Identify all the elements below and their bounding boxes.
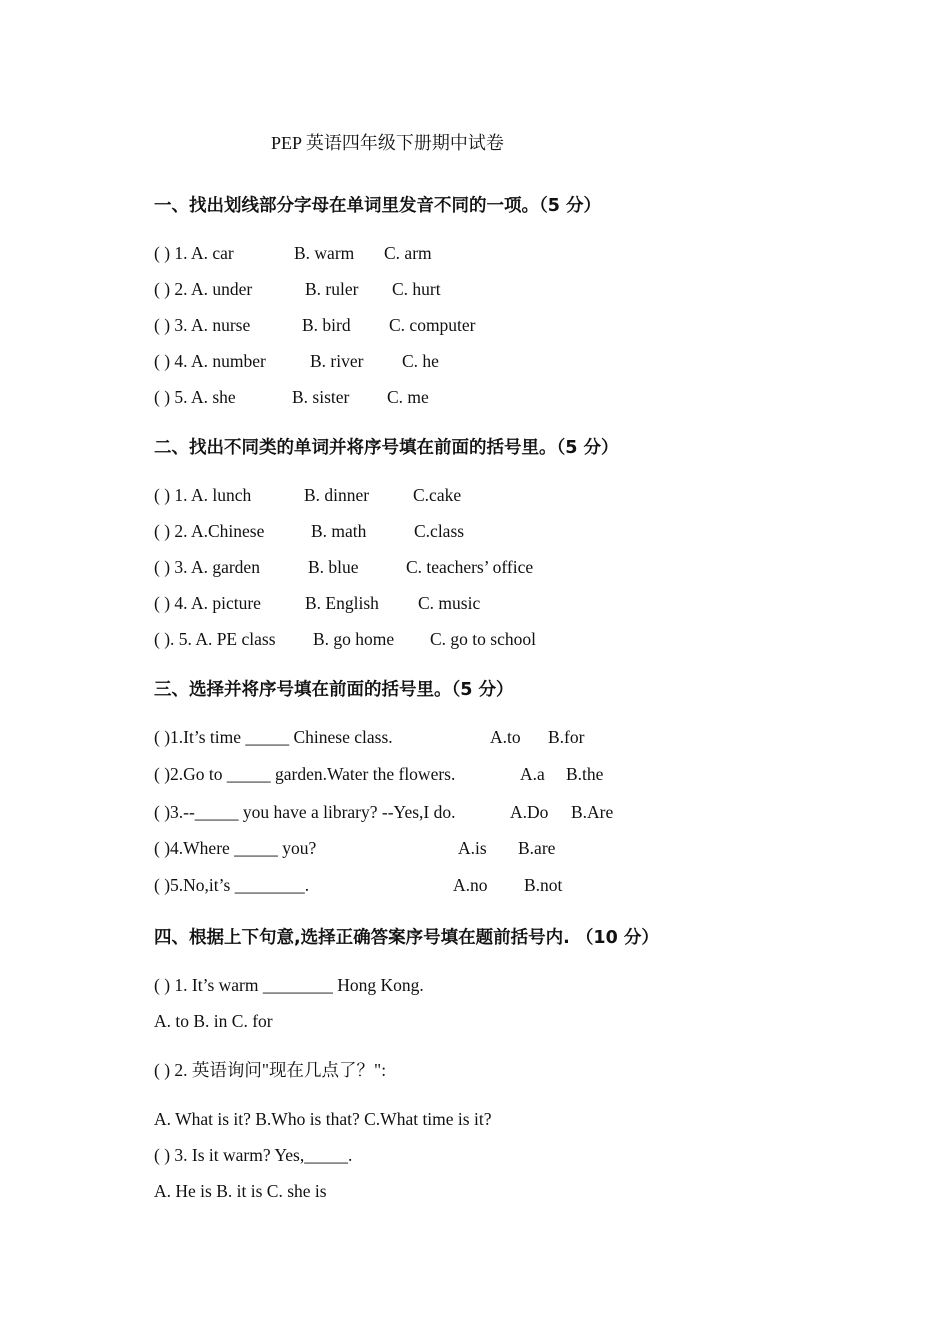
option-a: A.to — [490, 727, 521, 747]
question-text: ( )3.--_____ you have a library? --Yes,I do. — [154, 802, 456, 822]
options-text: A. What is it? B.Who is that? C.What time is it? — [154, 1109, 492, 1129]
question-text: ( ) 3. A. garden — [154, 557, 260, 577]
option-c: C. arm — [384, 243, 432, 263]
option-b: B. warm — [294, 243, 355, 263]
option-b: B. bird — [302, 315, 351, 335]
question-text: ( ) 3. Is it warm? Yes,_____. — [154, 1145, 353, 1165]
option-c: C.class — [414, 521, 465, 541]
option-c: C.cake — [413, 485, 462, 505]
option-a: A.is — [458, 838, 487, 858]
question-text: ( ) 1. A. car — [154, 243, 234, 263]
section-4-heading: 四、根据上下句意,选择正确答案序号填在题前括号内. （10 分） — [154, 928, 659, 948]
question-text: ( ) 1. It’s warm ________ Hong Kong. — [154, 975, 424, 995]
question-text: ( ) 1. A. lunch — [154, 485, 252, 505]
option-b: B. math — [311, 521, 367, 541]
option-a: A.Do — [510, 802, 549, 822]
option-b: B. sister — [292, 387, 350, 407]
option-b: B.Are — [571, 802, 614, 822]
section-1-heading: 一、找出划线部分字母在单词里发音不同的一项。（5 分） — [154, 196, 602, 216]
question-text: ( )4.Where _____ you? — [154, 838, 317, 858]
question-text: ( ) 3. A. nurse — [154, 315, 251, 335]
options-text: A. He is B. it is C. she is — [154, 1181, 327, 1201]
option-b: B. ruler — [305, 279, 359, 299]
question-text: ( ) 2. A. under — [154, 279, 253, 299]
question-text: ( ) 2. 英语询问"现在几点了？": — [154, 1060, 387, 1080]
option-c: C. he — [402, 351, 439, 371]
option-b: B.the — [566, 764, 604, 784]
question-text: ( ). 5. A. PE class — [154, 629, 276, 649]
option-a: A.no — [453, 875, 488, 895]
page-title: PEP 英语四年级下册期中试卷 — [271, 133, 504, 153]
option-b: B. dinner — [304, 485, 370, 505]
option-b: B. blue — [308, 557, 359, 577]
option-b: B. English — [305, 593, 379, 613]
option-b: B. river — [310, 351, 364, 371]
option-c: C. hurt — [392, 279, 441, 299]
option-c: C. me — [387, 387, 429, 407]
question-text: ( )5.No,it’s ________. — [154, 875, 310, 895]
question-text: ( ) 2. A.Chinese — [154, 521, 265, 541]
question-text: ( )1.It’s time _____ Chinese class. — [154, 727, 393, 747]
option-b: B. go home — [313, 629, 395, 649]
question-text: ( ) 4. A. number — [154, 351, 266, 371]
option-a: A.a — [520, 764, 545, 784]
option-c: C. music — [418, 593, 481, 613]
question-text: ( ) 4. A. picture — [154, 593, 261, 613]
option-b: B.not — [524, 875, 563, 895]
option-b: B.are — [518, 838, 556, 858]
option-b: B.for — [548, 727, 585, 747]
option-c: C. go to school — [430, 629, 536, 649]
options-text: A. to B. in C. for — [154, 1011, 273, 1031]
section-3-heading: 三、选择并将序号填在前面的括号里。（5 分） — [154, 680, 514, 700]
question-text: ( )2.Go to _____ garden.Water the flowers. — [154, 764, 456, 784]
option-c: C. computer — [389, 315, 476, 335]
option-c: C. teachers’ office — [406, 557, 534, 577]
section-2-heading: 二、找出不同类的单词并将序号填在前面的括号里。（5 分） — [154, 438, 619, 458]
question-text: ( ) 5. A. she — [154, 387, 236, 407]
